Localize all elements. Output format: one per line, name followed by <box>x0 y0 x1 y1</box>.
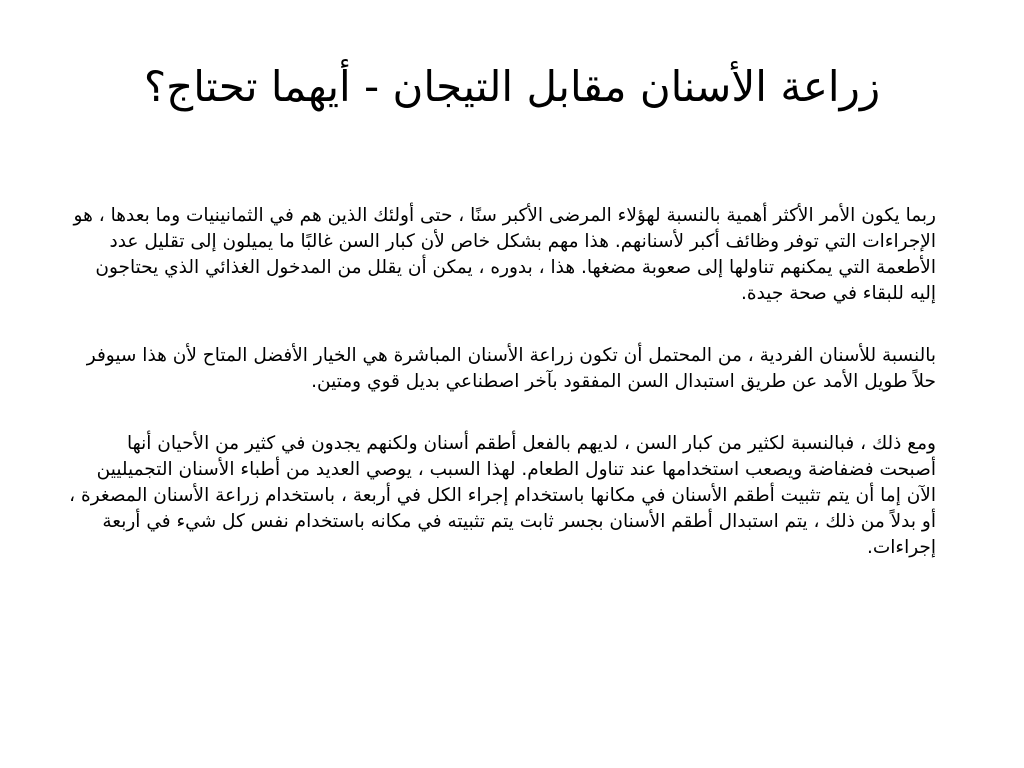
body-paragraph-2: بالنسبة للأسنان الفردية ، من المحتمل أن تكون زراعة الأسنان المباشرة هي الخيار الأفضل المتاح لأن هذا سيوفر حلاً طويل الأمد عن طريق استبدال السن المفقود بآخر اصطناعي بديل قوي ومتين. <box>86 345 936 392</box>
body-paragraph-3: ومع ذلك ، فبالنسبة لكثير من كبار السن ، لديهم بالفعل أطقم أسنان ولكنهم يجدون في كثير من الأحيان أنها أصبحت فضفاضة ويصعب استخدامها عند تناول الطعام. لهذا السبب ، يوصي العديد من أطباء الأسنان التجميليين الآن إما أن يتم تثبيت أطقم الأسنان في مكانها باستخدام إجراء الكل في أربعة ، باستخدام زراعة الأسنان المصغرة ، أو بدلاً من ذلك ، يتم استبدال أطقم الأسنان بجسر ثابت يتم تثبيته في مكانه باستخدام نفس كل شيء في أربعة إجراءات. <box>69 433 936 558</box>
slide-body <box>66 203 936 561</box>
slide-title: زراعة الأسنان مقابل التيجان - أيهما تحتاج؟ <box>143 62 881 111</box>
body-paragraph-1: ربما يكون الأمر الأكثر أهمية بالنسبة لهؤلاء المرضى الأكبر سنًا ، حتى أولئك الذين هم في الثمانينيات وما بعدها ، هو الإجراءات التي توفر وظائف أكبر لأسنانهم. هذا مهم بشكل خاص لأن كبار السن غالبًا ما يميلون إلى تقليل عدد الأطعمة التي يمكنهم تناولها إلى صعوبة مضغها. هذا ، بدوره ، يمكن أن يقلل من المدخول الغذائي الذي يحتاجون إليه للبقاء في صحة جيدة. <box>73 205 936 304</box>
